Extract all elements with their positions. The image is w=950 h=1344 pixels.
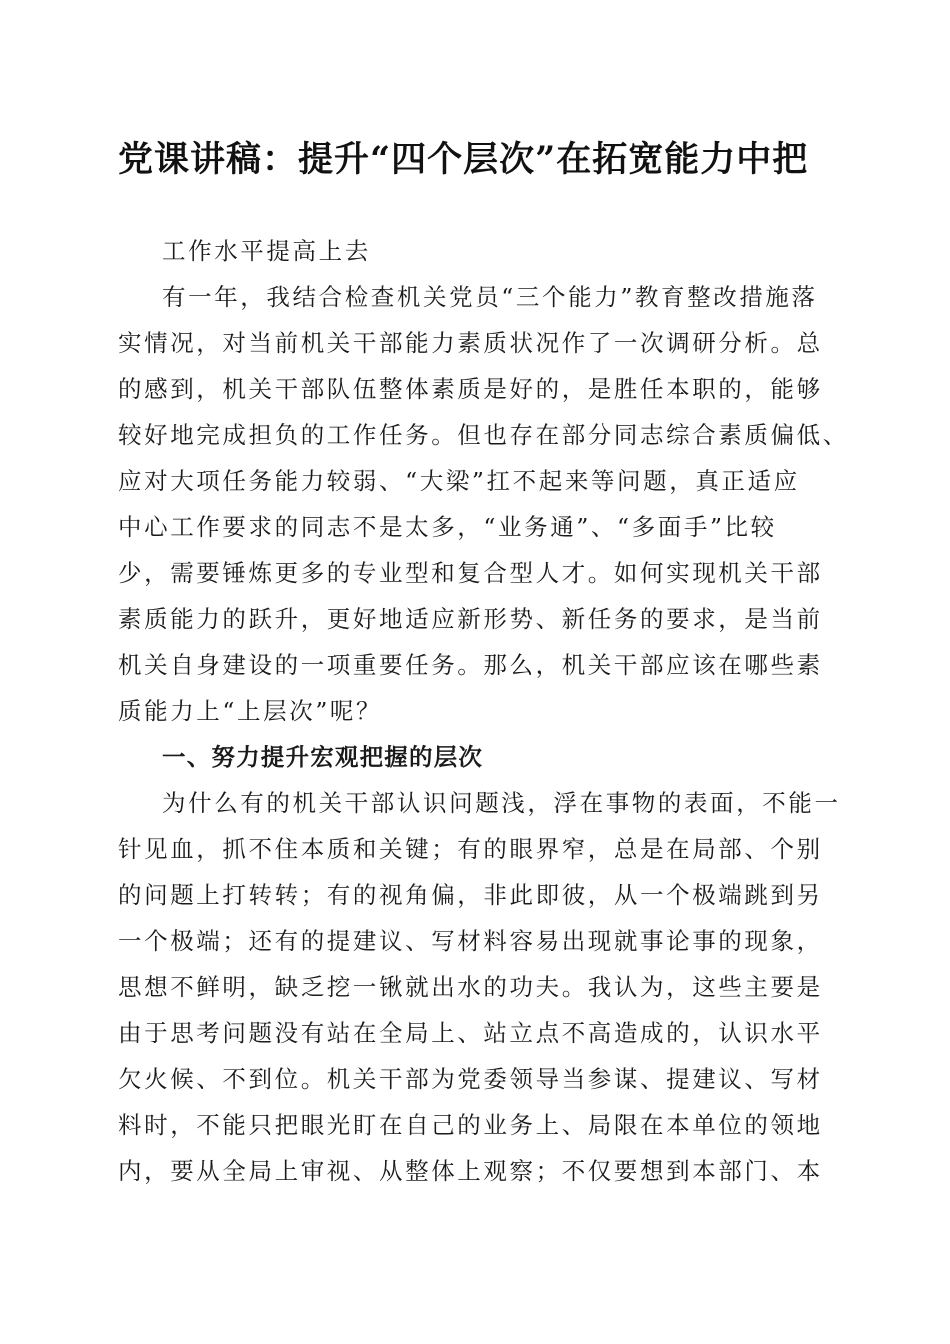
paragraph-line: 由于思考问题没有站在全局上、站立点不高造成的，认识水平 — [118, 1019, 823, 1047]
paragraph-line: 针见血，抓不住本质和关键；有的眼界窄，总是在局部、个别 — [118, 835, 823, 863]
paragraph-line: 少，需要锤炼更多的专业型和复合型人才。如何实现机关干部 — [118, 559, 823, 587]
paragraph-line: 一个极端；还有的提建议、写材料容易出现就事论事的现象， — [118, 927, 823, 955]
paragraph-line: 机关自身建设的一项重要任务。那么，机关干部应该在哪些素 — [118, 651, 823, 679]
document-title: 党课讲稿：提升“四个层次”在拓宽能力中把 — [118, 139, 809, 180]
paragraph-line: 内，要从全局上审视、从整体上观察；不仅要想到本部门、本 — [118, 1157, 823, 1185]
paragraph-line: 应对大项任务能力较弱、“大梁”扛不起来等问题，真正适应 — [118, 467, 800, 495]
paragraph-line: 中心工作要求的同志不是太多，“业务通”、“多面手”比较 — [118, 513, 777, 541]
paragraph-line: 思想不鲜明，缺乏挖一锹就出水的功夫。我认为，这些主要是 — [118, 973, 823, 1001]
paragraph-line: 为什么有的机关干部认识问题浅，浮在事物的表面，不能一 — [162, 789, 841, 817]
paragraph-line: 素质能力的跃升，更好地适应新形势、新任务的要求，是当前 — [118, 605, 823, 633]
paragraph-line: 的问题上打转转；有的视角偏，非此即彼，从一个极端跳到另 — [118, 881, 823, 909]
paragraph-line: 料时，不能只把眼光盯在自己的业务上、局限在本单位的领地 — [118, 1111, 823, 1139]
paragraph-line: 质能力上“上层次”呢？ — [118, 697, 383, 725]
paragraph-line: 的感到，机关干部队伍整体素质是好的，是胜任本职的，能够 — [118, 375, 823, 403]
paragraph-line: 较好地完成担负的工作任务。但也存在部分同志综合素质偏低、 — [118, 421, 849, 449]
section-heading: 一、努力提升宏观把握的层次 — [162, 743, 484, 771]
title-continuation-line: 工作水平提高上去 — [162, 237, 371, 265]
document-body — [118, 228, 849, 1194]
paragraph-line: 有一年，我结合检查机关党员“三个能力”教育整改措施落 — [162, 283, 818, 311]
paragraph-line: 实情况，对当前机关干部能力素质状况作了一次调研分析。总 — [118, 329, 823, 357]
paragraph-line: 欠火候、不到位。机关干部为党委领导当参谋、提建议、写材 — [118, 1065, 823, 1093]
